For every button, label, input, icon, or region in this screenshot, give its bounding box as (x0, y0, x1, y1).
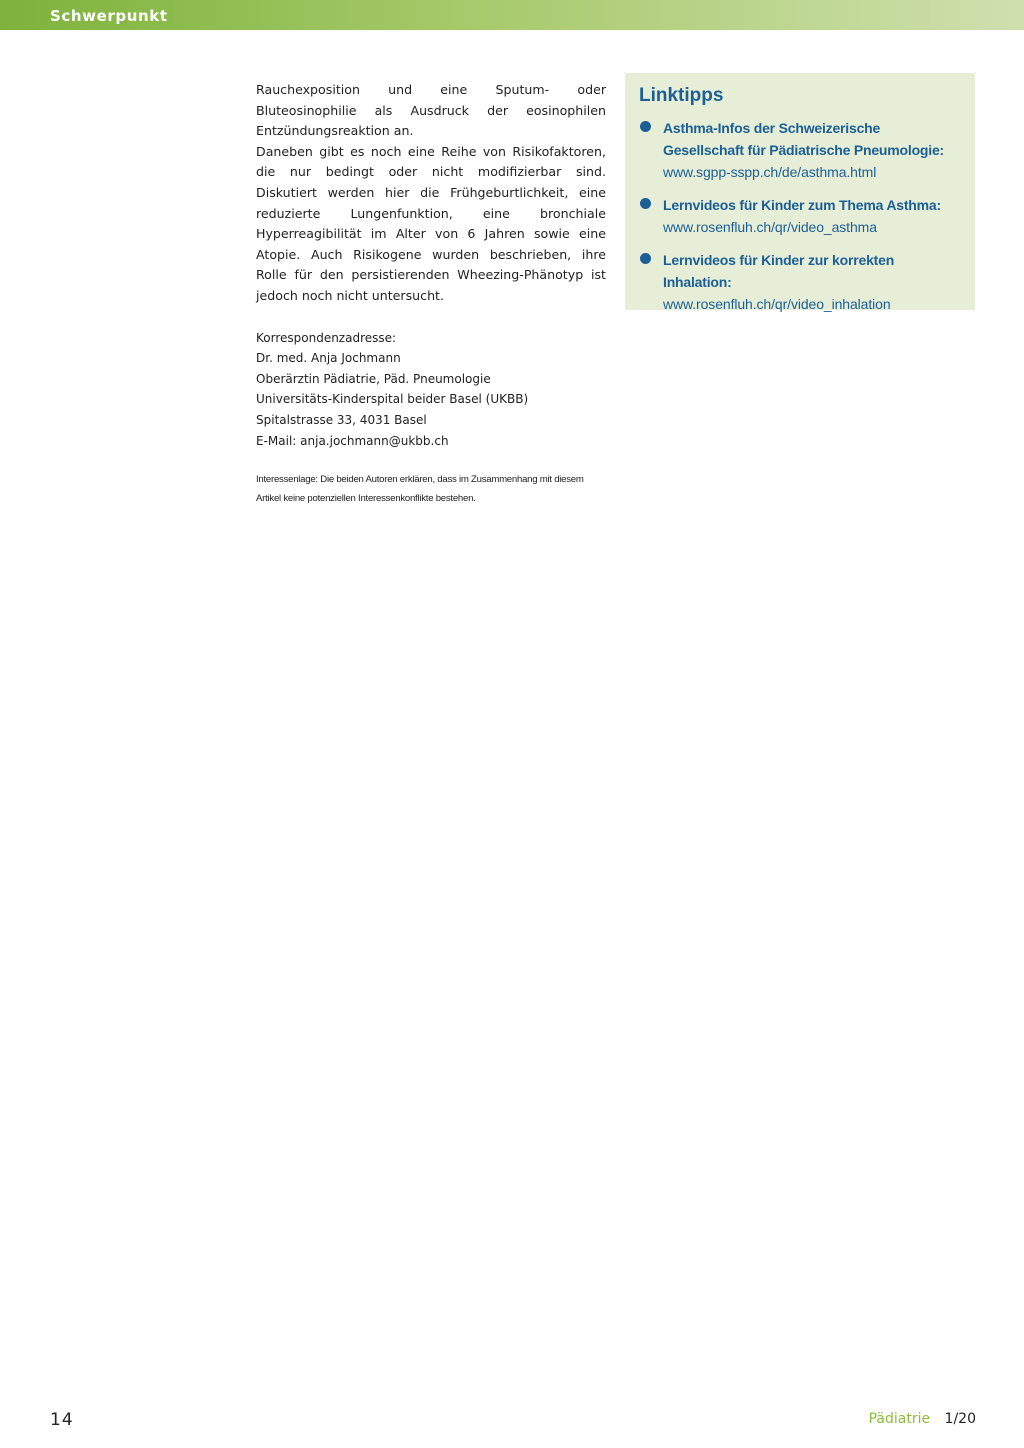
link-tip-url[interactable]: www.sgpp-sspp.ch/de/asthma.html (663, 164, 877, 180)
link-tip-url[interactable]: www.rosenfluh.ch/qr/video_asthma (663, 219, 877, 235)
disclosure-line: Interessenlage: Die beiden Autoren erklären, dass im Zusammenhang mit diesem (256, 474, 584, 486)
section-header-bar (0, 0, 1024, 30)
section-label: Schwerpunkt (50, 7, 168, 25)
journal-footer (869, 1411, 976, 1427)
journal-name: Pädiatrie (868, 1411, 931, 1427)
link-tips-title: Linktipps (639, 85, 724, 106)
link-tip-title: Asthma-Infos der Schweizerische Gesellschaft für Pädiatrische Pneumologie: (663, 120, 945, 158)
link-tip-title: Lernvideos für Kinder zum Thema Asthma: (663, 197, 941, 213)
link-tips-box (625, 73, 975, 310)
link-tip-url[interactable]: www.rosenfluh.ch/qr/video_inhalation (663, 296, 891, 312)
correspondence-heading: Korrespondenzadresse: (256, 330, 397, 345)
link-tip-item (639, 194, 961, 238)
link-tip-title: Lernvideos für Kinder zur korrekten Inhalation: (663, 252, 895, 290)
bullet-icon (640, 198, 651, 209)
link-tip-item (639, 249, 961, 315)
issue-number: 1/20 (944, 1411, 976, 1427)
bullet-icon (640, 121, 651, 132)
correspondence-line: Oberärztin Pädiatrie, Päd. Pneumologie (256, 371, 491, 386)
body-paragraph: Rauchexposition und eine Sputum- oder Bluteosinophilie als Ausdruck der eosinophilen Entzündungsreaktion an. (256, 82, 606, 139)
correspondence-line: Dr. med. Anja Jochmann (256, 351, 401, 366)
link-tip-item (639, 117, 961, 183)
correspondence-address (256, 328, 606, 452)
bullet-icon (640, 253, 651, 264)
article-column (256, 80, 606, 508)
correspondence-email[interactable]: E-Mail: anja.jochmann@ukbb.ch (256, 433, 449, 448)
correspondence-line: Universitäts-Kinderspital beider Basel (UKBB) (256, 392, 529, 407)
correspondence-line: Spitalstrasse 33, 4031 Basel (256, 412, 427, 427)
disclosure-line: Artikel keine potenziellen Interessenkonflikte bestehen. (256, 493, 476, 505)
conflict-of-interest-note (256, 470, 606, 508)
page-number: 14 (50, 1410, 74, 1430)
body-paragraph: Daneben gibt es noch eine Reihe von Risikofaktoren, die nur bedingt oder nicht modifizierbar sind. Diskutiert werden hier die Frühgeburtlichkeit, eine reduzierte Lungenfunktion, eine bronchiale Hyperreagibilität im Alter von 6 Jahren sowie eine Atopie. Auch Risikogene wurden beschrieben, ihre Rolle für den persistierenden Wheezing-Phänotyp ist jedoch noch nicht untersucht. (256, 143, 606, 303)
